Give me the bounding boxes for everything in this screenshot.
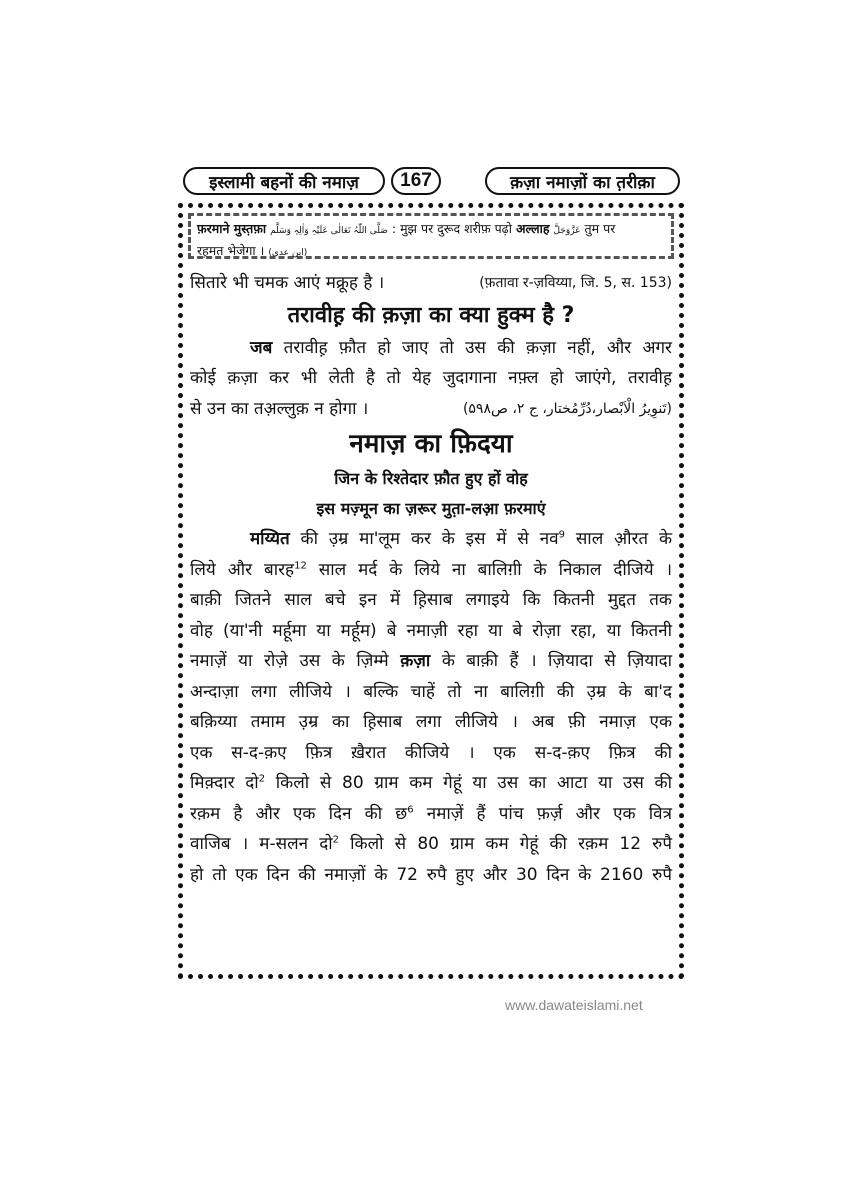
body-line-1: [190, 268, 672, 299]
page-number: 167: [391, 167, 441, 195]
azza-arabic: عَزَّوَجَلَّ: [553, 226, 581, 236]
p2-line-2: [190, 555, 672, 586]
chapter-title: क़ज़ा नमाज़ों का त़रीक़ा: [485, 167, 680, 195]
p2-line-6: अन्दाज़ा लगा लीजिये । बल्कि चाहें तो ना बालिग़ी की उ़म्र के बा'द: [190, 681, 672, 702]
hadith-notice: [188, 213, 674, 259]
heading-taraweeh: तरावीह़ की क़ज़ा का क्या हुक्म है ?: [287, 302, 575, 328]
p2-line-7: बक़िय्या तमाम उ़म्र का ह़िसाब लगा लीजिये । अब फ़ी नमाज़ एक: [190, 712, 672, 732]
p2-line-11: [190, 829, 672, 860]
p2-line-5: [190, 646, 672, 677]
sup: 2: [332, 834, 340, 846]
sup: 9: [558, 529, 565, 541]
book-title: इस्लामी बहनों की नमाज़: [183, 167, 385, 195]
bold-word: मय्यित: [250, 529, 290, 549]
bold-word: जब: [250, 337, 273, 358]
notice-allah: अल्लाह: [515, 221, 550, 236]
sup: 6: [407, 803, 414, 815]
subheading-1: जिन के रिश्तेदार फ़ौत हुए हों वोह: [334, 469, 528, 488]
p1-line-1: [190, 333, 672, 364]
p2-line-12: हो तो एक दिन की नमाज़ों के 72 रुपै हुए और 30 दिन के 2160 रुपै: [190, 864, 672, 885]
page-header: [183, 167, 680, 199]
text: साल मर्द के लिये ना बालिग़ी के निकाल दीजिये ।: [318, 559, 673, 580]
sup: 2: [258, 773, 266, 785]
notice-text-1: : मुझ पर दुरूद शरीफ़ पढ़ो: [391, 221, 512, 236]
text: सितारे भी चमक आएं मक्रूह है ।: [190, 273, 385, 293]
p2-line-4: वोह (या'नी मर्हूमा या मर्हूम) बे नमाज़ी रहा या बे रोज़ा रहा, या कितनी: [190, 620, 672, 641]
text: किलो से 80 ग्राम कम गेहूं की रक़म 12 रुपै: [350, 834, 672, 854]
text: के बाक़ी हैं । ज़ियादा से ज़ियादा: [441, 651, 673, 671]
citation: (फ़तावा र-ज़विय्या, जि. 5, स. 153): [479, 275, 672, 291]
notice-source: (ابن عدی): [268, 248, 308, 258]
text: से उन का तअ़ल्लुक़ न होगा ।: [190, 398, 369, 419]
arabic-citation: (تَنوِیرُ الْاَبْصار،دُرِّمُختار، ج ۲، ص۵۹۸): [462, 400, 672, 417]
website-link[interactable]: www.dawateislami.net: [505, 997, 643, 1013]
sup: 12: [294, 559, 307, 571]
p2-line-8: एक स-द-क़ए फ़ित्र ख़ैरात कीजिये । एक स-द-क़ए फ़ित्र की: [190, 742, 672, 763]
text: लिये और बारह: [190, 559, 295, 580]
text: नमाज़ें हैं पांच फ़र्ज़ और एक वित्र: [426, 803, 672, 824]
heading-fidya: नमाज़ का फ़िदया: [349, 429, 513, 459]
bold-word: क़ज़ा: [400, 651, 431, 671]
p2-line-3: बाक़ी जितने साल बचे इन में ह़िसाब लगाइये कि कितनी मुद्दत तक: [190, 590, 672, 610]
p2-line-9: [190, 768, 672, 799]
p1-line-2: कोई क़ज़ा कर भी लेती है तो येह जुदागाना नफ़्ल हो जाएंगे, तरावीह़: [190, 368, 672, 388]
p1-line-3: [190, 394, 672, 425]
text: किलो से 80 ग्राम कम गेहूं या उस का आटा या उस की: [275, 773, 672, 793]
text: वाजिब । म-सलन दो: [190, 834, 333, 854]
p2-line-10: [190, 799, 672, 830]
text: तरावीह़ फ़ौत हो जाए तो उस की क़ज़ा नहीं, और अगर: [283, 337, 673, 358]
p2-line-1: [190, 524, 672, 555]
notice-text-2: तुम पर: [584, 221, 616, 236]
salutation-arabic: صَلَّى اللّٰہُ تَعَالٰی عَلَیْہِ وَاٰلِہٖ وَسَلَّم: [270, 226, 388, 236]
subheading-2: इस मज़्मून का ज़रूर मुत़ा-लआ़ फ़रमाएं: [316, 499, 546, 518]
text: रक़म है और एक दिन की छ: [190, 803, 408, 824]
notice-line-2: रह़मत भेजेगा ।: [197, 243, 265, 258]
text: साल औ़रत के: [575, 529, 673, 549]
page-body: [190, 268, 672, 890]
text: नमाज़ें या रोज़े उस के ज़िम्मे: [190, 651, 389, 671]
text: की उ़म्र मा'लूम कर के इस में से नव: [300, 529, 559, 549]
text: मिक़्दार दो: [190, 773, 259, 793]
notice-label: फ़रमाने मुस्त़फ़ा: [197, 221, 267, 236]
